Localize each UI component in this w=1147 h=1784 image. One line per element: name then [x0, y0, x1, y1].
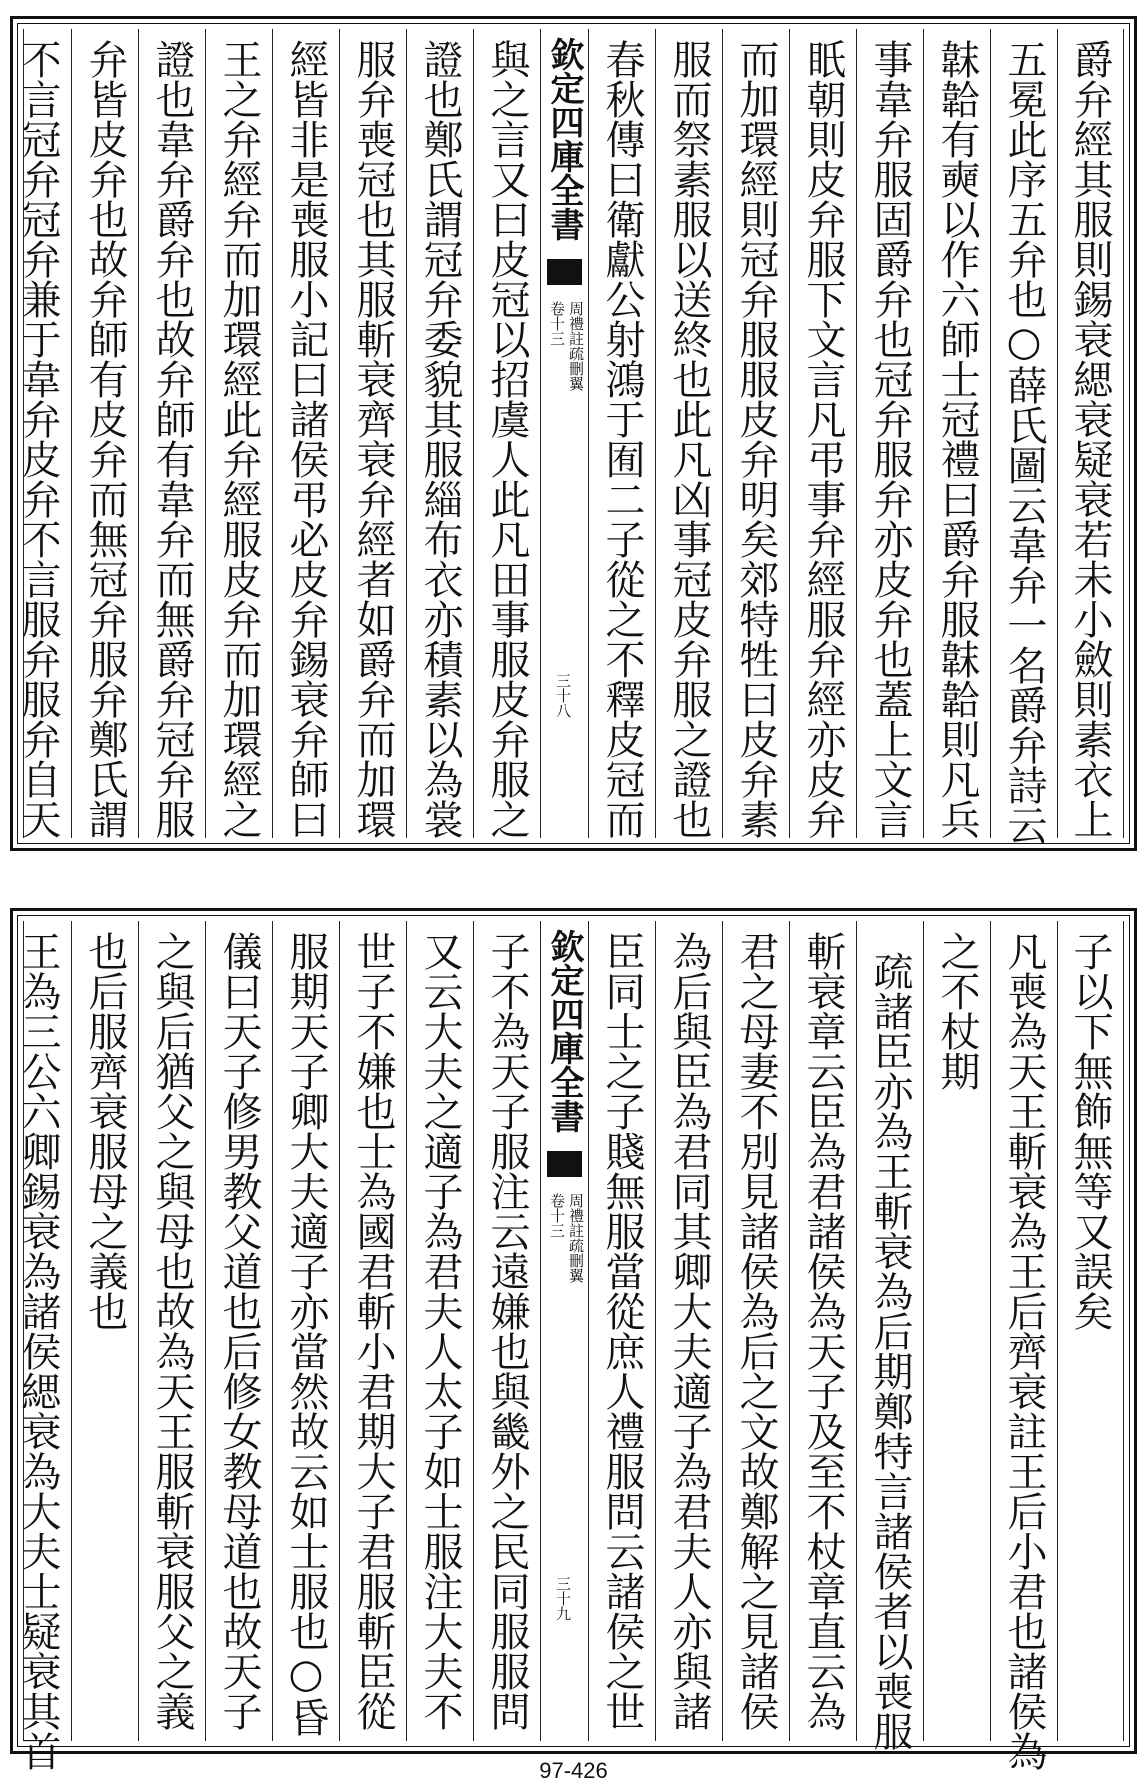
- text-column: [339, 29, 406, 838]
- text-column: [205, 29, 272, 838]
- text-column: [655, 921, 722, 1741]
- text-column: [588, 921, 655, 1741]
- volume-label: 卷十三: [548, 1193, 566, 1238]
- page-number: 三十八: [554, 673, 572, 718]
- column-text: 又云大夫之適子為君夫人太子如士服注大夫不: [417, 931, 463, 1731]
- text-column: [272, 29, 339, 838]
- column-text: 臣同士之子賤無服當從庶人禮服問云諸侯之世: [599, 931, 645, 1731]
- column-text: 王為三公六卿錫衰為諸侯緦衰為大夫士疑衰其首: [15, 931, 61, 1771]
- page-title: 欽定四庫全書: [544, 37, 584, 241]
- column-text: 儀曰天子修男教父道也后修女教母道也故天子: [216, 931, 262, 1731]
- text-column: [789, 921, 856, 1741]
- text-column: [990, 29, 1057, 845]
- text-column: [1057, 29, 1124, 838]
- text-column: [205, 921, 272, 1741]
- text-column: [15, 921, 71, 1771]
- column-text: 子以下無飾無等又誤矣: [1067, 931, 1113, 1331]
- top-page: [10, 16, 1137, 851]
- text-column: [138, 921, 205, 1741]
- text-column: [655, 29, 722, 838]
- column-text: 疏諸臣亦為王斬衰為后期鄭特言諸侯者以喪服: [867, 951, 913, 1751]
- column-text: 子不為天子服注云遠嫌也與畿外之民同服服問: [484, 931, 530, 1731]
- column-text: 證也韋弁爵弁也故弁師有韋弁而無爵弁冠弁服: [149, 39, 195, 839]
- column-text: 為后與臣為君同其卿大夫適子為君夫人亦與諸: [666, 931, 712, 1731]
- column-text: 證也鄭氏謂冠弁委貌其服緇布衣亦積素以為裳: [417, 39, 463, 839]
- column-text: 韎韐有奭以作六師士冠禮曰爵弁服韎韐則凡兵: [934, 39, 980, 839]
- column-text: 斬衰章云臣為君諸侯為天子及至不杖章直云為: [800, 931, 846, 1731]
- page-number: 三十九: [554, 1576, 572, 1621]
- text-column: [990, 921, 1057, 1771]
- text-column: [856, 921, 923, 1751]
- column-text: 君之母妻不別見諸侯為后之文故鄭解之見諸侯: [733, 931, 779, 1731]
- column-text: 服弁喪冠也其服斬衰齊衰弁經者如爵弁而加環: [350, 39, 396, 839]
- page-title: 欽定四庫全書: [544, 929, 584, 1133]
- text-column: [406, 29, 473, 838]
- text-column: [722, 29, 789, 838]
- column-text: 五冕此序五弁也○薛氏圖云韋弁一名爵弁詩云: [1001, 39, 1047, 845]
- column-text: 也后服齊衰服母之義也: [82, 931, 128, 1331]
- column-text: 春秋傳曰衛獻公射鴻于囿二子從之不釋皮冠而: [599, 39, 645, 839]
- text-column: [272, 921, 339, 1741]
- volume-label: 卷十三: [548, 301, 566, 346]
- fish-tail-mark: [547, 1151, 582, 1177]
- center-fold: [540, 29, 588, 838]
- column-text: 王之弁經弁而加環經此弁經服皮弁而加環經之: [216, 39, 262, 839]
- book-title: 周禮註疏刪翼: [567, 301, 585, 391]
- text-column: [588, 29, 655, 838]
- center-fold: [540, 921, 588, 1741]
- column-text: 事韋弁服固爵弁也冠弁服弁亦皮弁也蓋上文言: [867, 39, 913, 839]
- column-text: 之與后猶父之與母也故為天王服斬衰服父之義: [149, 931, 195, 1731]
- column-text: 服而祭素服以送終也此凡凶事冠皮弁服之證也: [666, 39, 712, 839]
- text-column: [71, 921, 138, 1741]
- text-column: [473, 29, 540, 838]
- column-text: 凡喪為天王斬衰為王后齊衰註王后小君也諸侯為: [1001, 931, 1047, 1771]
- fish-tail-mark: [547, 259, 582, 285]
- column-text: 與之言又曰皮冠以招虞人此凡田事服皮弁服之: [484, 39, 530, 839]
- column-text: 世子不嫌也士為國君斬小君期大子君服斬臣從: [350, 931, 396, 1731]
- text-column: [339, 921, 406, 1741]
- page-footer-number: 97-426: [539, 1758, 608, 1783]
- text-column: [923, 29, 990, 838]
- column-text: 不言冠弁冠弁兼于韋弁皮弁不言服弁服弁自天: [15, 39, 61, 839]
- text-column: [722, 921, 789, 1741]
- column-text: 弁皆皮弁也故弁師有皮弁而無冠弁服弁鄭氏謂: [82, 39, 128, 839]
- text-column: [1057, 921, 1124, 1741]
- column-text: 爵弁經其服則錫衰緦衰疑衰若未小斂則素衣上: [1067, 39, 1113, 839]
- text-column: [71, 29, 138, 838]
- text-column: [789, 29, 856, 838]
- column-text: 經皆非是喪服小記曰諸侯弔必皮弁錫衰弁師曰: [283, 39, 329, 839]
- text-column: [923, 921, 990, 1741]
- text-column: [406, 921, 473, 1741]
- column-text: 之不杖期: [934, 931, 980, 1091]
- text-column: [856, 29, 923, 838]
- text-column: [138, 29, 205, 838]
- column-text: 眂朝則皮弁服下文言凡弔事弁經服弁經亦皮弁: [800, 39, 846, 839]
- text-column: [473, 921, 540, 1741]
- book-title: 周禮註疏刪翼: [567, 1193, 585, 1283]
- text-column: [15, 29, 71, 839]
- column-text: 服期天子卿大夫適子亦當然故云如士服也○昏: [283, 931, 329, 1737]
- column-text: 而加環經則冠弁服服皮弁明矣郊特牲曰皮弁素: [733, 39, 779, 839]
- top-page-columns: [15, 29, 1124, 845]
